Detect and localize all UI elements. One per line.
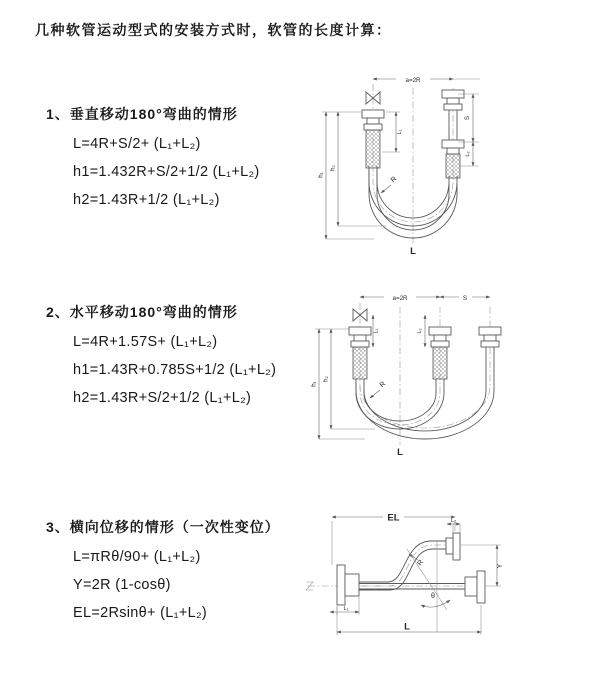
- left-pipe-fitting: [349, 327, 371, 379]
- section-2-formula-h1: h1=1.43R+0.785S+1/2 (L₁+L₂): [73, 362, 277, 378]
- label-el: EL: [387, 512, 400, 524]
- label-theta: θ: [431, 593, 435, 600]
- dimension-h1: [318, 112, 375, 239]
- section-3-heading: 3、横向位移的情形（一次性变位）: [46, 519, 280, 535]
- dimension-L2: [417, 315, 425, 347]
- label-l: L: [397, 447, 403, 458]
- label-l1: L₁: [397, 129, 403, 135]
- left-pipe-fitting: [362, 110, 384, 168]
- label-a2r: a=2R: [405, 76, 421, 84]
- dimension-L1: [373, 315, 380, 347]
- section-1-heading: 1、垂直移动180°弯曲的情形: [46, 106, 238, 122]
- dimension-S: [440, 293, 490, 302]
- section-1-formula-L: L=4R+S/2+ (L₁+L₂): [73, 136, 201, 152]
- dimension-L2: [447, 518, 460, 533]
- dimension-a-2R: [360, 293, 440, 302]
- section-2-formula-L: L=4R+1.57S+ (L₁+L₂): [73, 334, 218, 350]
- dimension-EL: [332, 513, 455, 566]
- centerlines: [373, 84, 453, 246]
- left-flange-fitting: [337, 565, 359, 605]
- section-3-formula-Y: Y=2R (1-cosθ): [73, 577, 171, 593]
- section-2: [46, 301, 276, 412]
- section-3: [46, 516, 280, 627]
- section-3-formula-EL: EL=2Rsinθ+ (L₁+L₂): [73, 605, 208, 621]
- upper-flange-fitting: [446, 533, 460, 560]
- label-l2: L₂: [465, 151, 471, 157]
- angle-theta: [407, 541, 450, 632]
- section-1: [46, 103, 260, 214]
- label-l1: L₁: [373, 328, 380, 334]
- dimension-L: [337, 605, 481, 635]
- section-1-formula-h1: h1=1.432R+S/2+1/2 (L₁+L₂): [73, 164, 260, 180]
- diagram-vertical-180-bend: [308, 62, 596, 262]
- middle-pipe-fitting: [429, 327, 451, 379]
- section-2-formula-h2: h2=1.43R+S/2+1/2 (L₁+L₂): [73, 390, 252, 406]
- label-l: L: [404, 621, 410, 633]
- label-r: R: [389, 175, 399, 185]
- hose-u-bend: [356, 379, 494, 439]
- hose-s-curve: [359, 541, 446, 590]
- section-1-formula-h2: h2=1.43R+1/2 (L₁+L₂): [73, 192, 220, 208]
- dimension-L2: [465, 142, 473, 166]
- label-l2: L₂: [450, 518, 457, 524]
- label-r: R: [378, 380, 388, 390]
- label-h2: h₂: [329, 165, 337, 171]
- label-r: R: [416, 558, 426, 568]
- dimension-L1: [382, 112, 403, 152]
- label-h2: h₂: [322, 376, 330, 382]
- label-h1: h₁: [310, 381, 318, 387]
- label-l: L: [410, 246, 416, 257]
- diagram-horizontal-180-bend: [303, 281, 600, 476]
- section-2-heading: 2、水平移动180°弯曲的情形: [46, 304, 238, 320]
- radius-callout: [381, 176, 398, 193]
- dimension-a-2R: [373, 75, 480, 84]
- label-a2r: a=2R: [392, 294, 408, 302]
- label-l2: L₂: [417, 328, 423, 334]
- page-title: 几种软管运动型式的安装方式时，软管的长度计算：: [35, 22, 392, 38]
- label-h1: h₁: [317, 172, 325, 178]
- label-y: Y: [497, 563, 504, 569]
- section-3-formula-L: L=πRθ/90+ (L₁+L₂): [73, 549, 201, 565]
- label-s: S: [464, 115, 471, 121]
- straight-pipe-original: [359, 571, 485, 603]
- diagram-lateral-displacement: [300, 503, 510, 643]
- label-l1: L₁: [343, 606, 349, 612]
- label-s: S: [462, 294, 468, 302]
- radius-callout: [370, 381, 387, 398]
